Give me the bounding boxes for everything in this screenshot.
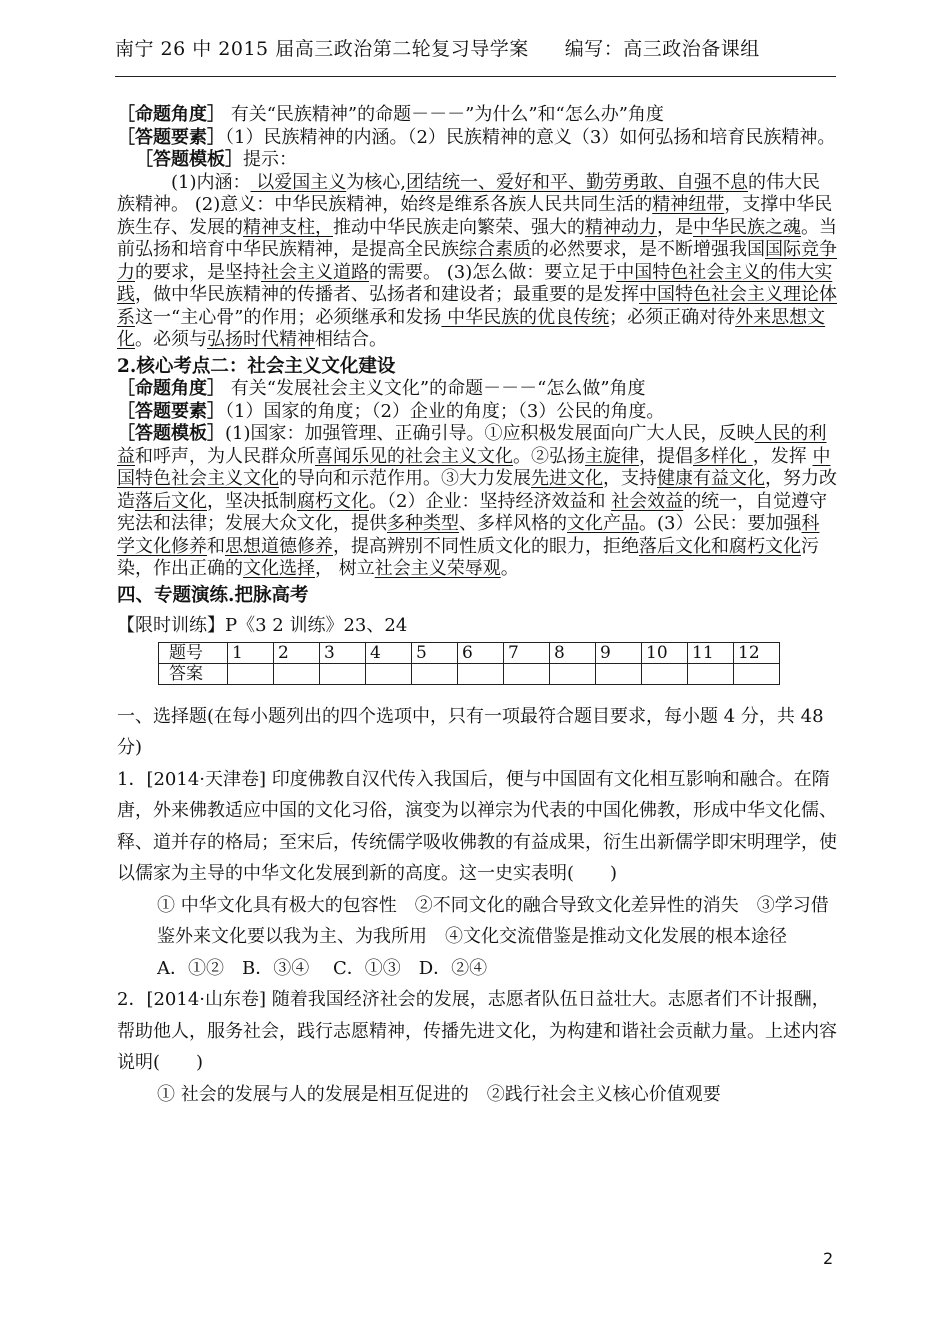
paragraph-text: 。 (500, 558, 519, 579)
key-term: 腐朽文化 (297, 490, 369, 512)
paragraph-text: ，支持 (603, 468, 657, 489)
key-term: 人民的利益 (117, 423, 827, 467)
key-term: 科学文化修养 (117, 513, 820, 557)
s2-angle-label: ［命题角度］ (117, 378, 225, 399)
paragraph-text: 。（2）企业：坚持经济效益和 (369, 490, 612, 512)
answer-cell[interactable] (734, 663, 780, 684)
s2-elements-text: （1）国家的角度；（2）企业的角度；（3）公民的角度。 (225, 400, 665, 422)
key-term: 中国特色社会主义的伟大实践 (117, 261, 833, 305)
question-number-cell: 12 (734, 642, 780, 663)
key-term: 多样化 (693, 445, 753, 467)
page-number: 2 (823, 1249, 834, 1268)
s1-elements-label: ［答题要素］ (117, 126, 225, 148)
question-number-cell: 5 (412, 642, 458, 663)
training-line: 【限时训练】P《3 2 训练》23、24 (117, 615, 408, 636)
s2-angle (117, 378, 837, 401)
paragraph-text: 的伟大民族精神。 (2)意义：中华民族精神，始终是维系各族人民共同生活的 (117, 171, 820, 215)
paragraph-text: ，提高辨别不同性质文化的眼力，拒绝 (333, 535, 639, 557)
key-term: 社会效益 (611, 490, 684, 512)
key-term: 精神纽带 (652, 194, 725, 215)
key-term: 喜闻乐见的社会主义文化 (315, 445, 513, 467)
s2-elements-label: ［答题要素］ (117, 400, 225, 422)
paragraph-text: 污染，作出正确的 (117, 535, 819, 579)
paragraph-text: 。(3）公民：要加强 (639, 513, 802, 534)
key-term: 以爱国主义 (250, 171, 347, 193)
answer-table-number-label: 题号 (159, 642, 228, 663)
key-term: 精神支柱， (243, 216, 333, 238)
answer-cell[interactable] (412, 663, 458, 684)
s1-elements-text: （1）民族精神的内涵。（2）民族精神的意义（3）如何弘扬和培育民族精神。 (225, 126, 836, 148)
document-body (117, 104, 837, 1110)
answer-table-answer-label: 答案 (159, 663, 228, 684)
paragraph-text: 相结合。 (315, 329, 387, 350)
answer-table-number-row (159, 642, 780, 663)
paragraph-text: 的必然要求，是不断增强我国 (531, 239, 765, 260)
key-term: 先进文化 (531, 468, 603, 489)
answer-cell[interactable] (688, 663, 734, 684)
answer-cell[interactable] (642, 663, 688, 684)
section4-heading: 四、专题演练.把脉高考 (117, 584, 309, 606)
s2-elements (117, 401, 837, 424)
key-term: 多种类型 (387, 513, 459, 534)
s1-angle-label: ［命题角度］ (117, 104, 225, 125)
s2-angle-text: 有关“发展社会主义文化”的命题－－－“怎么做”角度 (225, 378, 646, 399)
s1-template-paragraph (117, 172, 837, 352)
answer-cell[interactable] (228, 663, 274, 684)
paragraph-text: 这一“主心骨”的作用；必须继承和发扬 (135, 306, 442, 328)
question-number-cell: 11 (688, 642, 734, 663)
key-term: 健康有益文化 (657, 468, 765, 489)
header-rule (115, 76, 836, 77)
key-term: 综合素质 (459, 239, 531, 260)
key-term: 思想道德修养 (225, 535, 333, 557)
q1-stem: 1．[2014·天津卷] 印度佛教自汉代传入我国后，便与中国固有文化相互影响和融合。在隋唐，外来佛教适应中国的文化习俗，演变为以禅宗为代表的中国化佛教，形成中华文化儒、释、道并存的格局；至宋后，传统儒学吸收佛教的有益成果，衍生出新儒学即宋明理学，使以儒家为主导的中华文化发展到新的高度。这一史实表明( ) (117, 768, 837, 884)
paragraph-text: 的导向和示范作用。③大力发展 (279, 468, 531, 489)
paragraph-text: ，坚决抵制 (207, 490, 297, 512)
key-term: 中国特色社会主义理论体系 (117, 284, 837, 328)
section2-heading: 2.核心考点二：社会主义文化建设 (117, 355, 396, 377)
s1-elements (117, 127, 837, 150)
s1-template-label: ［答题模板］ (135, 149, 243, 170)
question-number-cell: 3 (320, 642, 366, 663)
key-term: 中华民族之魂 (693, 216, 801, 238)
mcq-instructions: 一、选择题(在每小题列出的四个选项中，只有一项最符合题目要求，每小题 4 分，共 48 分) (117, 705, 824, 758)
key-term: 国际竞争力 (117, 239, 837, 283)
answer-cell[interactable] (274, 663, 320, 684)
page-header (115, 34, 760, 61)
paragraph-text: (1)国家：加强管理、正确引导。①应积极发展面向广大人民，反映 (225, 423, 755, 444)
answer-cell[interactable] (504, 663, 550, 684)
paragraph-text: (1)内涵： (171, 171, 251, 193)
key-term: 落后文化和腐朽文化 (639, 535, 801, 557)
q1-statements: ① 中华文化具有极大的包容性 ②不同文化的融合导致文化差异性的消失 ③学习借鉴外来文化要以我为主、为我所用 ④文化交流借鉴是推动文化发展的根本途径 (157, 894, 829, 947)
answer-cell[interactable] (366, 663, 412, 684)
s1-template (117, 149, 837, 172)
s2-template-label: ［答题模板］ (117, 423, 225, 444)
q2-statements: ① 社会的发展与人的发展是相互促进的 ②践行社会主义核心价值观要 (157, 1083, 721, 1105)
question-number-cell: 1 (228, 642, 274, 663)
key-term: 社会主义道路 (261, 261, 369, 283)
q1-options: A．①② B．③④ C．①③ D．②④ (157, 957, 488, 979)
paragraph-text: ，发挥 (752, 445, 813, 467)
paragraph-text: ，做中华民族精神的传播者、弘扬者和建设者；最重要的是发挥 (135, 284, 639, 305)
paragraph-text: 和 (207, 535, 225, 557)
key-term: 落后文化 (135, 490, 207, 512)
answer-table (158, 642, 780, 685)
paragraph-text: ， 树立 (315, 558, 375, 579)
question-number-cell: 9 (596, 642, 642, 663)
question-number-cell: 4 (366, 642, 412, 663)
header-author: 编写：高三政治备课组 (564, 38, 760, 60)
paragraph-text: ；必须正确对待 (609, 306, 736, 328)
header-title: 南宁 26 中 2015 届高三政治第二轮复习导学案 (115, 38, 529, 60)
paragraph-text: 。必须与 (135, 329, 207, 350)
question-number-cell: 2 (274, 642, 320, 663)
question-number-cell: 7 (504, 642, 550, 663)
paragraph-text: ，努力改造 (117, 468, 837, 512)
question-number-cell: 10 (642, 642, 688, 663)
key-term: 中华民族的优良传统 (441, 306, 610, 328)
paragraph-text: 和呼声，为人民群众所 (135, 445, 315, 467)
s2-template-paragraph (117, 423, 837, 581)
paragraph-text: ，支撑中华民族生存、发展的 (117, 194, 833, 238)
q2-stem: 2．[2014·山东卷] 随着我国经济社会的发展，志愿者队伍日益壮大。志愿者们不计报酬，帮助他人，服务社会，践行志愿精神，传播先进文化，为构建和谐社会贡献力量。上述内容说明( ) (117, 989, 837, 1073)
answer-cell[interactable] (458, 663, 504, 684)
paragraph-text: ，是 (657, 216, 693, 238)
paragraph-text: 为核心, (346, 171, 406, 193)
key-term: 外来思想文化 (117, 306, 826, 350)
key-term: 弘扬时代精神 (207, 329, 315, 350)
s1-angle (117, 104, 837, 127)
paragraph-text: 的需要。 (3)怎么做：要立足于 (369, 261, 617, 283)
paragraph-text: 。②弘扬 (513, 445, 585, 467)
question-number-cell: 6 (458, 642, 504, 663)
paragraph-text: 推动中华民族走向繁荣、强大的 (333, 216, 585, 238)
answer-cell[interactable] (550, 663, 596, 684)
key-term: 社会主义荣辱观 (374, 558, 501, 579)
paragraph-text: ，提倡 (639, 445, 693, 467)
key-term: 中国特色社会主义文化 (117, 445, 831, 489)
paragraph-text: 、多样风格的 (459, 513, 567, 534)
s1-angle-text: 有关“民族精神”的命题－－－”为什么”和“怎么办”角度 (225, 104, 664, 125)
answer-cell[interactable] (320, 663, 366, 684)
key-term: 主旋律 (585, 445, 639, 467)
key-term: 文化选择 (243, 558, 315, 579)
question-number-cell: 8 (550, 642, 596, 663)
s1-template-hint: 提示： (243, 149, 297, 170)
key-term: 文化产品 (567, 513, 639, 534)
key-term: 团结统一、爱好和平、勤劳勇敢、自强不息 (405, 171, 748, 193)
paragraph-text: 的要求，是坚持 (135, 261, 261, 283)
paragraph-text: 的统一，自觉遵守宪法和法律；发展大众文化，提供 (117, 490, 828, 534)
answer-cell[interactable] (596, 663, 642, 684)
paragraph-text: 。当前弘扬和培育中华民族精神，是提高全民族 (117, 216, 837, 260)
key-term: 精神动力 (585, 216, 657, 238)
answer-table-answer-row (159, 663, 780, 684)
